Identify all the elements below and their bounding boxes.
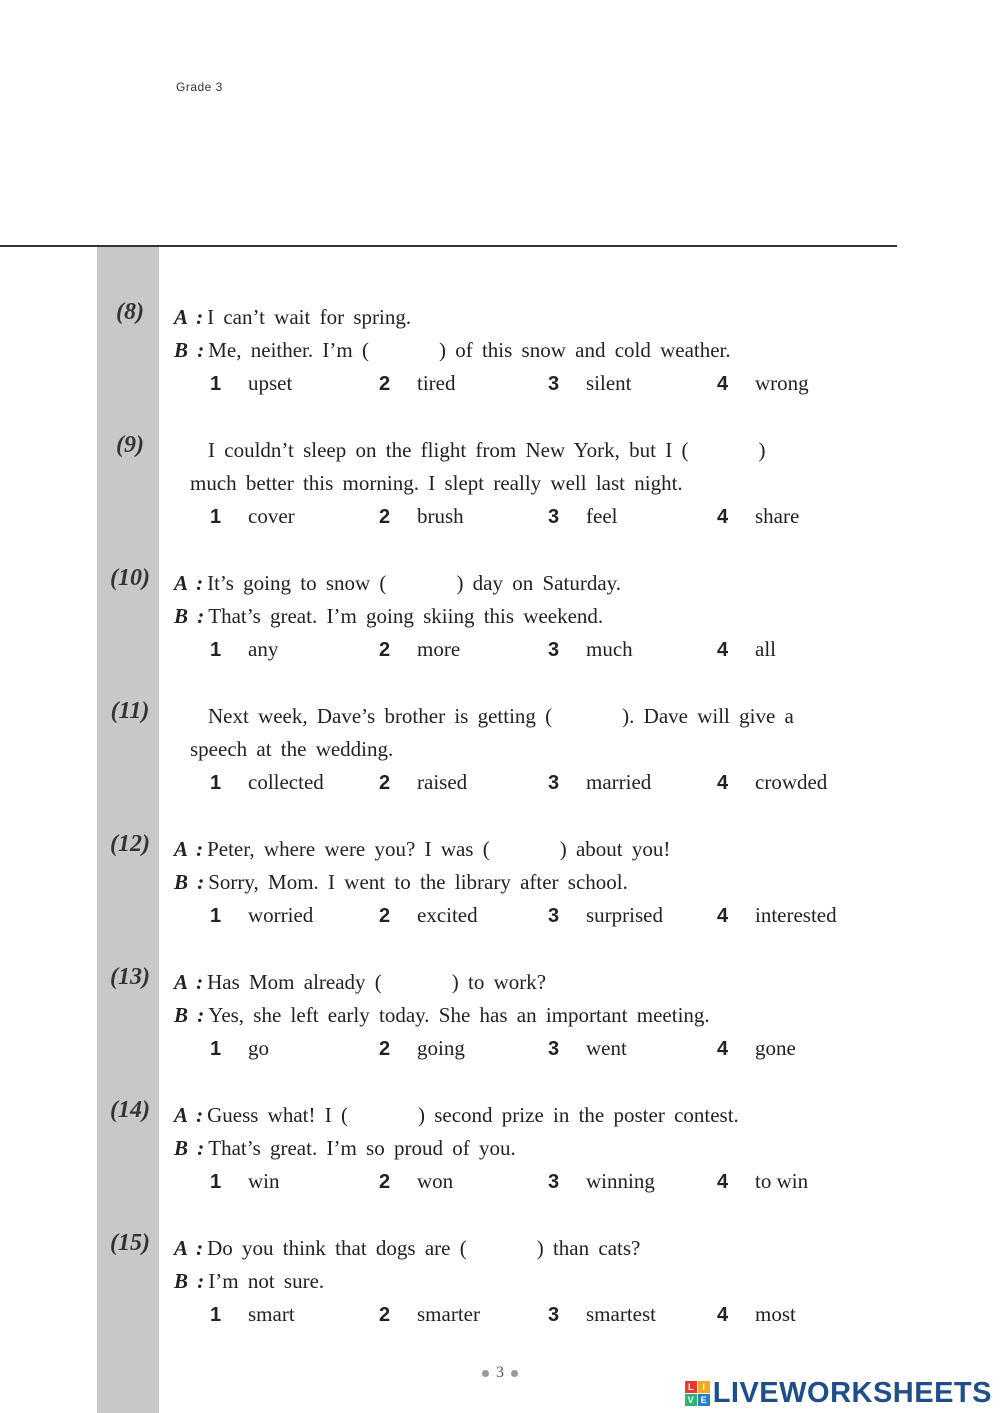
question-item xyxy=(0,299,1000,405)
option-text: collected xyxy=(248,770,324,794)
question-line xyxy=(174,1236,640,1261)
answer-option[interactable] xyxy=(717,1036,796,1061)
option-text: wrong xyxy=(755,371,809,395)
question-line xyxy=(190,737,393,762)
question-number: (14) xyxy=(110,1097,150,1123)
option-number: 2 xyxy=(379,905,391,927)
answer-option[interactable] xyxy=(548,770,651,795)
speaker-label: A : xyxy=(174,837,204,861)
option-text: went xyxy=(586,1036,627,1060)
option-text: smart xyxy=(248,1302,295,1326)
brand-text: LIVEWORKSHEETS xyxy=(712,1377,992,1409)
option-text: smartest xyxy=(586,1302,656,1326)
answer-option[interactable] xyxy=(379,637,460,662)
option-text: go xyxy=(248,1036,269,1060)
answer-option[interactable] xyxy=(379,770,467,795)
question-text: I can’t wait for spring. xyxy=(207,305,412,329)
option-number: 2 xyxy=(379,772,391,794)
speaker-label: B : xyxy=(174,870,205,894)
question-text: much better this morning. I slept really well last night. xyxy=(190,471,683,495)
question-text: Peter, where were you? I was ( xyxy=(207,837,490,861)
question-line xyxy=(174,970,546,995)
option-number: 1 xyxy=(210,1171,222,1193)
speaker-label: B : xyxy=(174,604,205,628)
option-number: 3 xyxy=(548,373,560,395)
page-number-text: 3 xyxy=(496,1364,504,1381)
option-number: 4 xyxy=(717,1304,729,1326)
question-line xyxy=(174,338,731,363)
option-text: brush xyxy=(417,504,464,528)
option-number: 4 xyxy=(717,905,729,927)
answer-option[interactable] xyxy=(548,903,663,928)
answer-option[interactable] xyxy=(379,371,455,396)
question-line xyxy=(190,471,683,496)
answer-option[interactable] xyxy=(717,1169,808,1194)
question-text: Next week, Dave’s brother is getting ( xyxy=(208,704,553,728)
logo-letter: I xyxy=(698,1381,710,1393)
option-number: 2 xyxy=(379,506,391,528)
answer-option[interactable] xyxy=(548,637,633,662)
option-text: much xyxy=(586,637,633,661)
option-number: 4 xyxy=(717,1171,729,1193)
question-number: (11) xyxy=(110,698,150,724)
dot-icon xyxy=(482,1370,489,1377)
answer-options xyxy=(0,371,1000,401)
question-text-after-blank: ) xyxy=(758,438,766,462)
speaker-label: A : xyxy=(174,1103,204,1127)
option-number: 2 xyxy=(379,373,391,395)
option-number: 4 xyxy=(717,373,729,395)
option-number: 2 xyxy=(379,639,391,661)
answer-option[interactable] xyxy=(379,1302,480,1327)
option-number: 3 xyxy=(548,1171,560,1193)
option-number: 1 xyxy=(210,639,222,661)
dot-icon xyxy=(511,1370,518,1377)
question-item xyxy=(0,1097,1000,1203)
question-item xyxy=(0,1230,1000,1336)
option-number: 1 xyxy=(210,373,222,395)
question-line xyxy=(174,870,628,895)
answer-option[interactable] xyxy=(717,637,776,662)
answer-option[interactable] xyxy=(379,504,464,529)
question-text: Yes, she left early today. She has an important meeting. xyxy=(208,1003,710,1027)
option-number: 2 xyxy=(379,1304,391,1326)
question-number: (12) xyxy=(110,831,150,857)
question-text: Guess what! I ( xyxy=(207,1103,348,1127)
question-line xyxy=(174,571,621,596)
logo-letter: E xyxy=(698,1394,710,1406)
answer-option[interactable] xyxy=(210,637,278,662)
question-text-after-blank: ) than cats? xyxy=(536,1236,641,1260)
answer-option[interactable] xyxy=(379,1036,465,1061)
question-text: Sorry, Mom. I went to the library after school. xyxy=(208,870,628,894)
logo-letter: L xyxy=(685,1381,697,1393)
question-text: That’s great. I’m so proud of you. xyxy=(208,1136,516,1160)
brand-logo-icon xyxy=(685,1381,710,1406)
answer-options xyxy=(0,770,1000,800)
question-line xyxy=(208,438,765,463)
option-text: interested xyxy=(755,903,837,927)
question-line xyxy=(174,1103,739,1128)
option-number: 3 xyxy=(548,506,560,528)
option-text: most xyxy=(755,1302,796,1326)
option-number: 1 xyxy=(210,1304,222,1326)
question-text: I’m not sure. xyxy=(208,1269,325,1293)
question-text-after-blank: ) second prize in the poster contest. xyxy=(417,1103,739,1127)
answer-options xyxy=(0,637,1000,667)
question-line xyxy=(174,1136,516,1161)
question-text-after-blank: ) of this snow and cold weather. xyxy=(438,338,731,362)
option-text: crowded xyxy=(755,770,828,794)
answer-options xyxy=(0,1036,1000,1066)
answer-option[interactable] xyxy=(717,903,837,928)
answer-option[interactable] xyxy=(210,903,313,928)
answer-option[interactable] xyxy=(717,504,799,529)
question-line xyxy=(208,704,794,729)
answer-options xyxy=(0,1302,1000,1332)
option-text: all xyxy=(755,637,776,661)
question-text: Me, neither. I’m ( xyxy=(208,338,369,362)
question-text: Has Mom already ( xyxy=(207,970,382,994)
answer-options xyxy=(0,1169,1000,1199)
question-item xyxy=(0,964,1000,1070)
answer-options xyxy=(0,903,1000,933)
answer-option[interactable] xyxy=(379,903,478,928)
option-text: winning xyxy=(586,1169,655,1193)
speaker-label: A : xyxy=(174,1236,204,1260)
option-text: cover xyxy=(248,504,295,528)
speaker-label: A : xyxy=(174,970,204,994)
question-number: (15) xyxy=(110,1230,150,1256)
question-item xyxy=(0,565,1000,671)
option-number: 3 xyxy=(548,772,560,794)
speaker-label: B : xyxy=(174,1269,205,1293)
question-number: (9) xyxy=(116,432,144,458)
question-line xyxy=(174,305,411,330)
option-number: 3 xyxy=(548,905,560,927)
option-text: raised xyxy=(417,770,468,794)
option-text: more xyxy=(417,637,461,661)
answer-option[interactable] xyxy=(548,1036,627,1061)
question-number: (13) xyxy=(110,964,150,990)
question-text: I couldn’t sleep on the flight from New York, but I ( xyxy=(208,438,689,462)
answer-option[interactable] xyxy=(548,504,617,529)
answer-option[interactable] xyxy=(210,770,324,795)
answer-option[interactable] xyxy=(548,1302,656,1327)
speaker-label: A : xyxy=(174,305,204,329)
answer-option[interactable] xyxy=(210,1036,269,1061)
speaker-label: B : xyxy=(174,1136,205,1160)
page-number xyxy=(470,1364,530,1382)
answer-option[interactable] xyxy=(210,504,295,529)
question-text: Do you think that dogs are ( xyxy=(207,1236,467,1260)
answer-option[interactable] xyxy=(548,371,632,396)
option-text: smarter xyxy=(417,1302,480,1326)
question-line xyxy=(174,1269,324,1294)
question-text: It’s going to snow ( xyxy=(207,571,387,595)
option-number: 1 xyxy=(210,1038,222,1060)
option-text: surprised xyxy=(586,903,663,927)
option-number: 2 xyxy=(379,1171,391,1193)
question-number: (10) xyxy=(110,565,150,591)
option-number: 3 xyxy=(548,639,560,661)
question-text-after-blank: ) to work? xyxy=(451,970,547,994)
question-item xyxy=(0,698,1000,804)
question-text: That’s great. I’m going skiing this weekend. xyxy=(208,604,604,628)
option-text: married xyxy=(586,770,652,794)
option-text: win xyxy=(248,1169,280,1193)
option-text: worried xyxy=(248,903,314,927)
option-number: 4 xyxy=(717,772,729,794)
answer-option[interactable] xyxy=(210,1169,280,1194)
grade-label: Grade 3 xyxy=(176,80,223,94)
answer-options xyxy=(0,504,1000,534)
option-number: 2 xyxy=(379,1038,391,1060)
option-text: feel xyxy=(586,504,618,528)
speaker-label: B : xyxy=(174,338,205,362)
option-number: 4 xyxy=(717,506,729,528)
option-text: excited xyxy=(417,903,478,927)
speaker-label: B : xyxy=(174,1003,205,1027)
question-line xyxy=(174,1003,710,1028)
option-text: upset xyxy=(248,371,293,395)
answer-option[interactable] xyxy=(717,770,827,795)
answer-option[interactable] xyxy=(717,371,809,396)
option-number: 4 xyxy=(717,639,729,661)
question-number: (8) xyxy=(116,299,144,325)
answer-option[interactable] xyxy=(210,371,292,396)
logo-letter: V xyxy=(685,1394,697,1406)
option-number: 1 xyxy=(210,905,222,927)
answer-option[interactable] xyxy=(548,1169,655,1194)
answer-option[interactable] xyxy=(210,1302,295,1327)
option-number: 3 xyxy=(548,1038,560,1060)
brand-watermark xyxy=(685,1377,992,1410)
option-text: share xyxy=(755,504,800,528)
option-number: 4 xyxy=(717,1038,729,1060)
option-text: won xyxy=(417,1169,454,1193)
speaker-label: A : xyxy=(174,571,204,595)
option-number: 1 xyxy=(210,506,222,528)
option-text: going xyxy=(417,1036,465,1060)
option-text: to win xyxy=(755,1169,809,1193)
option-text: tired xyxy=(417,371,456,395)
question-item xyxy=(0,432,1000,538)
question-line xyxy=(174,837,670,862)
question-item xyxy=(0,831,1000,937)
question-text-after-blank: ) about you! xyxy=(559,837,671,861)
answer-option[interactable] xyxy=(717,1302,796,1327)
option-text: any xyxy=(248,637,279,661)
question-line xyxy=(174,604,603,629)
option-number: 3 xyxy=(548,1304,560,1326)
question-text-after-blank: ) day on Saturday. xyxy=(456,571,622,595)
question-text: speech at the wedding. xyxy=(190,737,394,761)
option-number: 1 xyxy=(210,772,222,794)
option-text: gone xyxy=(755,1036,796,1060)
question-text-after-blank: ). Dave will give a xyxy=(622,704,794,728)
option-text: silent xyxy=(586,371,632,395)
answer-option[interactable] xyxy=(379,1169,453,1194)
